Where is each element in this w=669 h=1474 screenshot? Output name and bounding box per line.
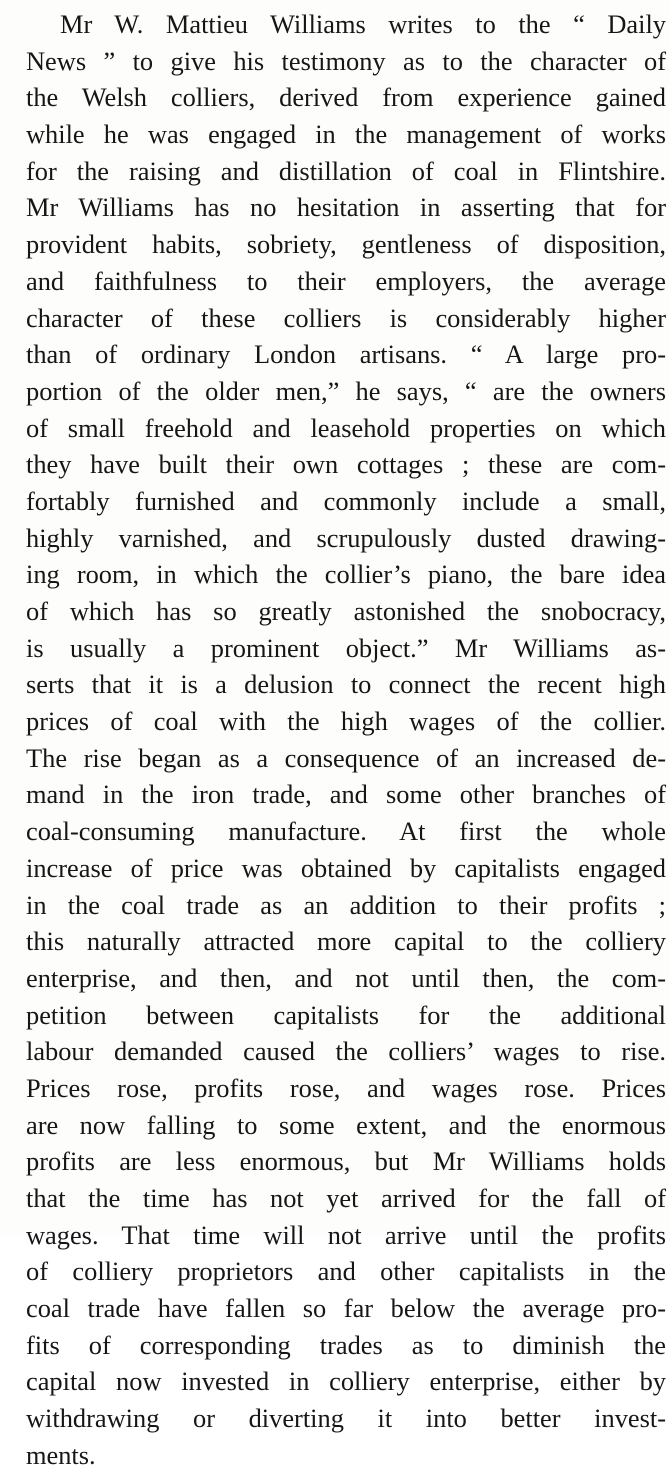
article-line: Mr Williams has no hesitation in asserting that for <box>26 192 666 223</box>
article-line: of colliery proprietors and other capitalists in the <box>26 1256 666 1287</box>
article-line: while he was engaged in the management of works <box>26 119 666 150</box>
article-line: mand in the iron trade, and some other branches of <box>26 779 666 810</box>
article-line: ing room, in which the collier’s piano, the bare idea <box>26 559 666 590</box>
article-line: Mr W. Mattieu Williams writes to the “ Daily <box>60 9 666 39</box>
article-line: highly varnished, and scrupulously dusted drawing- <box>26 522 666 553</box>
article-line: that the time has not yet arrived for the fall of <box>26 1183 666 1213</box>
article-line: the Welsh colliers, derived from experience gained <box>26 82 666 113</box>
article-line: News ” to give his testimony as to the character of <box>26 45 666 76</box>
article-line: are now falling to some extent, and the enormous <box>26 1109 666 1140</box>
article-column <box>26 6 666 1474</box>
article-line: enterprise, and then, and not until then, the com- <box>26 962 666 993</box>
article-line-final: ments. <box>26 1439 96 1470</box>
article-line: petition between capitalists for the additional <box>26 999 666 1030</box>
article-line: labour demanded caused the colliers’ wages to rise. <box>26 1036 666 1067</box>
article-line: fits of corresponding trades as to diminish the <box>26 1329 666 1360</box>
article-line: fortably furnished and commonly include a small, <box>26 485 666 516</box>
article-line: The rise began as a consequence of an increased de- <box>26 742 666 773</box>
article-line: they have built their own cottages ; these are com- <box>26 449 666 480</box>
article-line: Prices rose, profits rose, and wages rose. Prices <box>26 1072 666 1103</box>
article-line: for the raising and distillation of coal in Flintshire. <box>26 155 666 186</box>
article-line: withdrawing or diverting it into better invest- <box>26 1403 666 1434</box>
article-line: than of ordinary London artisans. “ A large pro- <box>26 339 666 370</box>
article-line: provident habits, sobriety, gentleness of disposition, <box>26 229 666 260</box>
article-line: character of these colliers is considerably higher <box>26 302 666 333</box>
article-line: capital now invested in colliery enterprise, either by <box>26 1366 666 1397</box>
article-line: serts that it is a delusion to connect the recent high <box>26 669 666 700</box>
article-line: profits are less enormous, but Mr Williams holds <box>26 1146 666 1177</box>
article-line: of which has so greatly astonished the snobocracy, <box>26 596 666 626</box>
article-line: is usually a prominent object.” Mr Williams as- <box>26 632 666 663</box>
article-line: portion of the older men,” he says, “ are the owners <box>26 375 666 406</box>
article-line: coal-consuming manufacture. At first the whole <box>26 816 666 847</box>
article-line: in the coal trade as an addition to their profits ; <box>26 889 666 920</box>
article-line: increase of price was obtained by capitalists engaged <box>26 852 666 883</box>
article-line: this naturally attracted more capital to the colliery <box>26 926 666 957</box>
article-line: of small freehold and leasehold properties on which <box>26 412 666 443</box>
article-line: and faithfulness to their employers, the average <box>26 265 666 296</box>
article-line: coal trade have fallen so far below the average pro- <box>26 1293 666 1324</box>
article-line: prices of coal with the high wages of the collier. <box>26 706 666 737</box>
article-line: wages. That time will not arrive until the profits <box>26 1219 666 1250</box>
